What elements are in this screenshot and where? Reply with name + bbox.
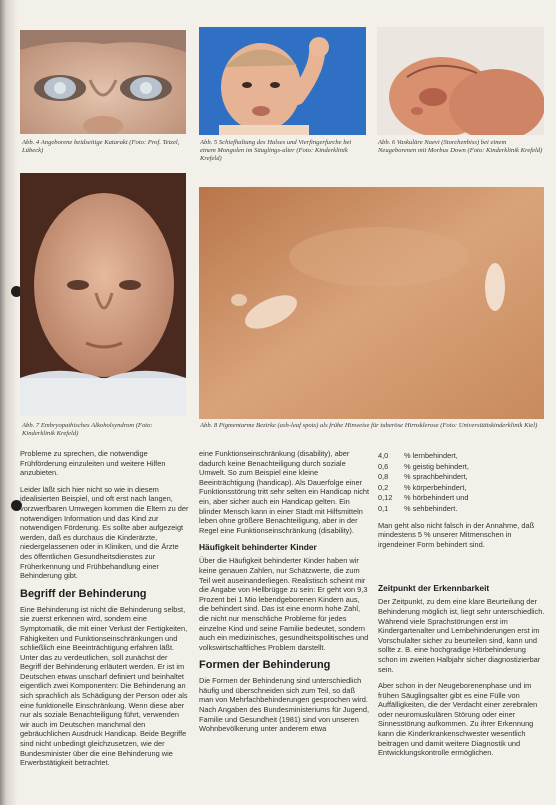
paragraph: Aber schon in der Neugeborenenphase und im frühen Säuglingsalter gibt es eine Fülle von Auffälligkeiten, die der Verdacht einer zerebralen oder neuromuskulären Störung oder einer Sinnesstörung aufkommen. Zu ihrer Erkennung kann die Kinderkrankenschwester wesentlich beitragen und damit weitere Diagnostik und Entwicklungskontrolle ermöglichen. [378, 681, 538, 758]
heading-formen: Formen der Behinderung [199, 659, 331, 672]
statistic-value: 4,0 [378, 451, 389, 460]
photo-baby-down-syndrome [199, 27, 366, 135]
statistic-value: 0,12 [378, 493, 393, 503]
statistic-label: % lernbehindert, [404, 451, 458, 460]
text-column-1 [20, 449, 190, 775]
paragraph: Über die Häufigkeit behinderter Kinder haben wir keine genauen Zahlen, nur Schätzwerte, die zum Teil weit auseinanderliegen. Realistisch scheint mir die Angabe von Hellbrügge zu sein: Er geht von 9,3 Prozent bei 1 Mio lebendgeborenen Kindern aus, die behindert sind. Das ist eine enorm hohe Zahl, die nicht nur menschliche Probleme für jedes einzelne Kind und seine Familie bedeutet, sondern auch ein medizinisches, gesundheitspolitisches und volkswirtschaftliches Problem darstellt. [199, 556, 369, 652]
photo-cataract [20, 30, 186, 134]
statistic-value: 0,1 [378, 503, 389, 513]
statistic-row [378, 483, 546, 494]
statistic-row [378, 504, 546, 515]
paragraph: Probleme zu sprechen, die notwendige Frühförderung einzuleiten und weitere Hilfen anzubieten. [20, 449, 166, 478]
statistic-label: % körperbehindert, [404, 482, 467, 492]
statistic-label: % hörbehindert und [404, 493, 469, 503]
statistic-label: % geistig behindert, [404, 461, 469, 471]
caption-fig8: Abb. 8 Pigmentarme Bezirke (ash-leaf spots) als frühe Hinweise für tuberöse Hirnsklerose (Foto: Universitätskinderklinik Kiel) [200, 422, 538, 429]
heading-begriff: Begriff der Behinderung [20, 587, 147, 600]
caption-fig5: Abb. 5 Schiefhaltung des Halses und Vierfingerfurche bei einem Mongolen im Säuglings-alter (Foto: Kinderklinik Krefeld) [200, 139, 352, 162]
heading-haeufigkeit: Häufigkeit behinderter Kinder [199, 542, 317, 553]
paragraph: eine Funktionseinschränkung (disability), aber dadurch keine Benachteiligung durch soziale Umwelt. So zum Beispiel eine kleine Beeinträchtigung (handicap). Als Dauerfolge einer Funktionsstörung tritt sehr selten ein Handicap nicht ein, aber sicher auch ein Handicap gelten. Ein blinder Mensch kann in einer Stadt mit Hilfsmitteln leben ohne größere Benachteiligung, aber in der Regel eine Funktionseinschränkung (disability). [199, 449, 370, 535]
statistic-value: 0,8 [378, 472, 389, 482]
statistic-value: 0,2 [378, 482, 389, 492]
statistic-row [378, 493, 546, 504]
statistic-row [378, 451, 546, 462]
caption-fig4: Abb. 4 Angeborene beidseitige Katarakt (Foto: Prof. Tetzel, Lübeck) [22, 139, 180, 154]
caption-fig6: Abb. 6 Vaskuläre Naevi (Storchenbiss) bei einem Neugeborenen mit Morbus Down (Foto: Kinderklinik Krefeld) [378, 139, 543, 154]
paragraph: Leider läßt sich hier nicht so wie in diesem idealisierten Beispiel, und oft erst nach langen, vorzwerfbaren Umwegen kommen die Eltern zu der notwendigen Information und das Kind zur notwendigen Förderung. Es sollte aber aufgezeigt werden, daß es durchaus die Kinderärzte, niedergelassenen oder in Kliniken, und die Ärzte des öffentlichen Gesundheitsdienstes zur Früherkennung und Frühbehandlung einer Behinderung gibt. [20, 484, 189, 581]
photo-newborn-naevi [377, 27, 544, 135]
statistic-row [378, 462, 546, 473]
text-column-3 [378, 451, 546, 765]
paragraph: Eine Behinderung ist nicht die Behinderung selbst, sie zuerst erkennen wird, sondern eine Symptomatik, die mit einer Verlust der Fertigkeiten, Fähigkeiten und Funktionseinschränkungen und schließlich eine Beeinträchtigung erfahren läßt. Unter das zu verdeutlichen, soll zunächst der Begriff der Behinderung erläutert werden. Er ist im Deutschen etwas unscharf definiert und beinhaltet eigentlich zwei Komponenten: Die Behinderung an sich sprachlich als Schädigung der Person oder als eine funktionelle Einschränkung. Wenn diese aber nur als soziale Benachteiligung führt, verwenden wir auch im Deutschen manchmal den gebräuchlichen Ausdruck Handicap. Beide Begriffe sind nicht unbedingt gleichzusetzen, wie der Bundesminister über die eine Behinderung wie Erwerbstätigkeit betrachtet. [20, 604, 188, 768]
statistic-row [378, 472, 546, 483]
statistic-label: % sprachbehindert, [404, 472, 468, 482]
photo-alcohol-syndrome [20, 173, 186, 416]
caption-fig7: Abb. 7 Embryopathisches Alkoholsyndrom (Foto: Kinderklinik Krefeld) [22, 422, 153, 437]
binding-edge [0, 0, 18, 805]
heading-zeitpunkt: Zeitpunkt der Erkennbarkeit [378, 583, 490, 594]
statistics-list [378, 451, 546, 515]
text-column-2 [199, 449, 371, 741]
paragraph: Die Formen der Behinderung sind unterschiedlich häufig und überschneiden sich zum Teil, so daß man von Mehrfachbehinderungen gesprochen wird. Nach Angaben des Bundesministeriums für Jugend, Familie und Gesundheit (1981) sind von unseren Wohnbevölkerung unter anderem etwa [199, 676, 370, 734]
statistic-label: % sehbehindert. [404, 503, 458, 513]
statistic-value: 0,6 [378, 461, 389, 471]
paragraph: Man geht also nicht falsch in der Annahme, daß mindestens 5 % unserer Mitmenschen in irgendeiner Form behindert sind. [378, 520, 535, 549]
photo-ash-leaf-spots [199, 187, 544, 419]
paragraph: Der Zeitpunkt, zu dem eine klare Beurteilung der Behinderung möglich ist, liegt sehr unterschiedlich. Während viele Sprachstörungen erst im Kindergartenalter und Lernbehinderungen erst im Vorschulalter sicher zu beurteilen sind, kann und sollte z. B. eine hochgradige Hörbehinderung schon im zweiten Halbjahr sicher diagnostizierbar sein. [378, 597, 545, 674]
